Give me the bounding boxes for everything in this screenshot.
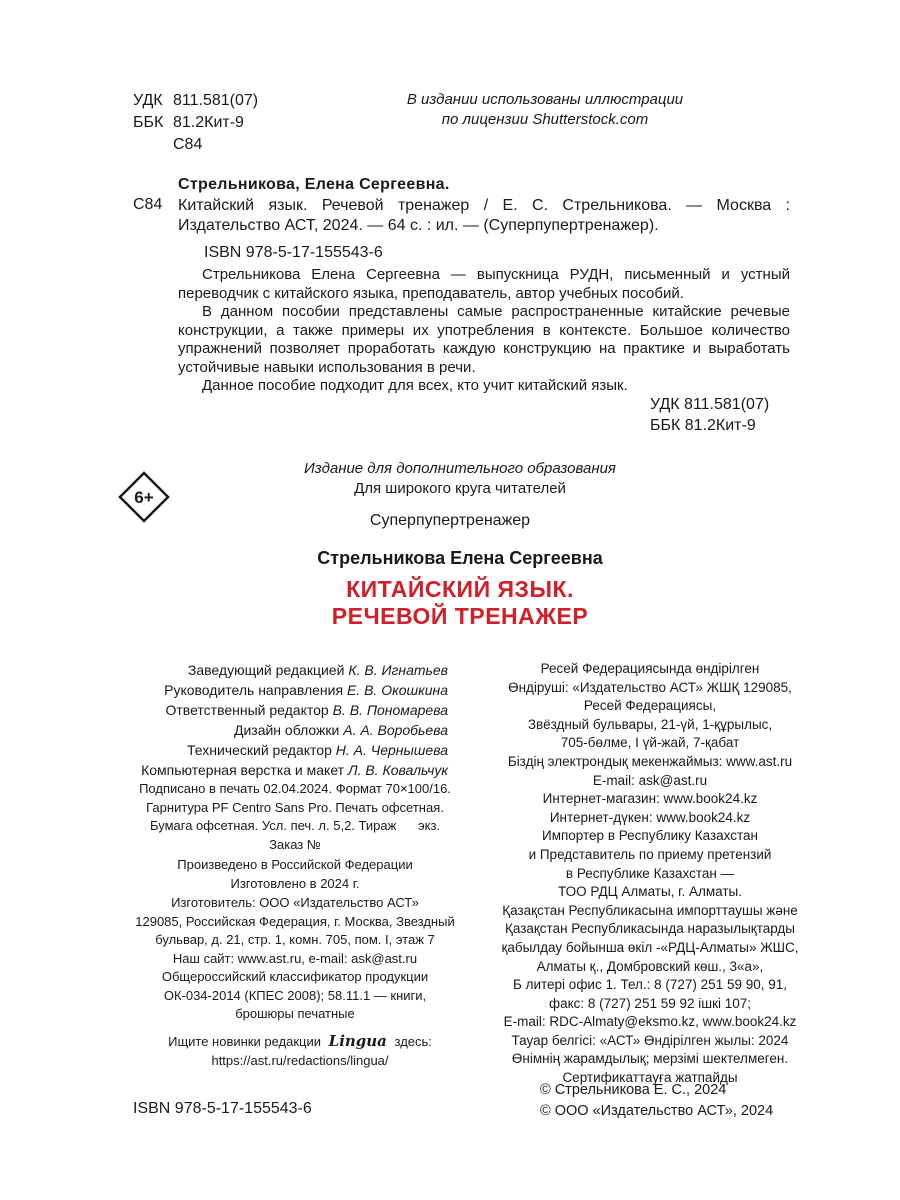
staff-credits (110, 660, 448, 780)
udk-label: УДК (133, 92, 163, 109)
annotation-p3: Данное пособие подходит для всех, кто учит китайский язык. (202, 377, 628, 394)
staff-row: Ответственный редактор В. В. Пономарева (165, 702, 448, 718)
age-rating-badge (118, 471, 170, 523)
bbk-label: ББК (133, 114, 164, 131)
author-sign: С84 (173, 136, 203, 153)
annotation-p2: В данном пособии представлены самые распространенные китайские речевые конструкции, а также примеры их употребления в контексте. Большое количество упражнений позволяет проработать каждую конструкцию на практике и выработать устойчивые навыки использования в речи. (178, 303, 790, 376)
catalog-isbn: ISBN 978-5-17-155543-6 (204, 244, 383, 261)
print-info: Подписано в печать 02.04.2024. Формат 70×100/16. Гарнитура PF Centro Sans Pro. Печать офсетная. Бумага офсетная. Усл. печ. л. 5,2. Тираж экз. Заказ № (139, 781, 451, 852)
classification-codes-right: УДК 811.581(07) ББК 81.2Кит-9 (650, 396, 770, 434)
footer-isbn: ISBN 978-5-17-155543-6 (133, 1100, 312, 1117)
license-note: В издании использованы иллюстрации по лицензии Shutterstock.com (406, 91, 684, 128)
copyright: © Стрельникова Е. С., 2024 © ООО «Издательство АСТ», 2024 (540, 1082, 774, 1119)
catalog-author: Стрельникова, Елена Сергеевна. (178, 176, 450, 193)
novelties-url: https://ast.ru/redactions/lingua/ (211, 1052, 389, 1068)
product-classifier: Общероссийский классификатор продукции ОК-034-2014 (КПЕС 2008); 58.11.1 — книги, брошюры печатные (161, 969, 429, 1021)
age-rating-text: 6+ (134, 488, 154, 507)
classification-codes (133, 90, 258, 156)
author-name: Стрельникова Елена Сергеевна (317, 548, 603, 568)
kazakhstan-info: Ресей Федерациясында өндірілген Өндіруші: «Издательство АСТ» ЖШҚ 129085, Ресей Федерациясы, Звёздный бульвары, 21-үй, 1-құрылыс, 705-бөлме, I үй-жай, 7-қабат Біздің электрондық мекенжаймыз: www.ast.ru E-mail: ask@ast.ru Интернет-магазин: www.book24.kz Интернет-дүкен: www.book24.kz Импортер в Республику Казахстан и Представитель по приему претензий в Республике Казахстан — ТОО РДЦ Алматы, г. Алматы. Қазақстан Республикасына импорттаушы және Қазақстан Республикасында наразылықтарды қабылдау бойынша өкіл -«РДЦ-Алматы» ЖШС, Алматы қ., Домбровский көш., 3«а», Б литері офис 1. Тел.: 8 (727) 251 59 90, 91, факс: 8 (727) 251 59 92 ішкі 107; E-mail: RDC-Almaty@eksmo.kz, www.book24.kz Тауар белгісі: «АСТ» Өндірілген жылы: 2024 Өнімнің жарамдылық; мерзімі шектелмеген. Сертификаттауға жатпайды (501, 661, 799, 1086)
book-title: КИТАЙСКИЙ ЯЗЫК. РЕЧЕВОЙ ТРЕНАЖЕР (331, 576, 589, 629)
staff-row: Заведующий редакцией К. В. Игнатьев (187, 662, 448, 678)
production-info: Произведено в Российской Федерации Изготовлено в 2024 г. (177, 857, 413, 891)
staff-row: Технический редактор Н. А. Чернышева (187, 742, 448, 758)
annotation-p1: Стрельникова Елена Сергеевна — выпускница РУДН, письменный и устный переводчик с китайского языка, преподаватель, автор учебных пособий. (178, 266, 790, 302)
catalog-code: С84 (133, 196, 163, 213)
manufacturer-info: Изготовитель: ООО «Издательство АСТ» 129085, Российская Федерация, г. Москва, Звездный бульвар, д. 21, стр. 1, комн. 705, пом. I, этаж 7 Наш сайт: www.ast.ru, e-mail: ask@ast.ru (135, 895, 455, 966)
novelties-note: Ищите новинки редакции Lingua здесь: https://ast.ru/redactions/lingua/ (140, 1032, 460, 1070)
lingua-logo: Lingua (328, 1032, 387, 1050)
edition-note: Издание для дополнительного образования Для широкого круга читателей (304, 460, 616, 497)
staff-row: Дизайн обложки А. А. Воробьева (233, 722, 448, 738)
staff-row: Компьютерная верстка и макет Л. В. Ковальчук (141, 762, 448, 778)
staff-row: Руководитель направления Е. В. Окошкина (164, 682, 448, 698)
series-name: Суперпупертренажер (369, 512, 531, 529)
bbk-value: 81.2Кит-9 (173, 114, 244, 131)
annotation (178, 266, 790, 396)
udk-value: 811.581(07) (173, 92, 259, 109)
age-rating-diamond-icon (118, 471, 170, 523)
catalog-entry: Китайский язык. Речевой тренажер / Е. С. Стрельникова. — Москва : Издательство АСТ, 2024. — 64 с. : ил. — (Суперпупертренажер). (178, 197, 790, 234)
